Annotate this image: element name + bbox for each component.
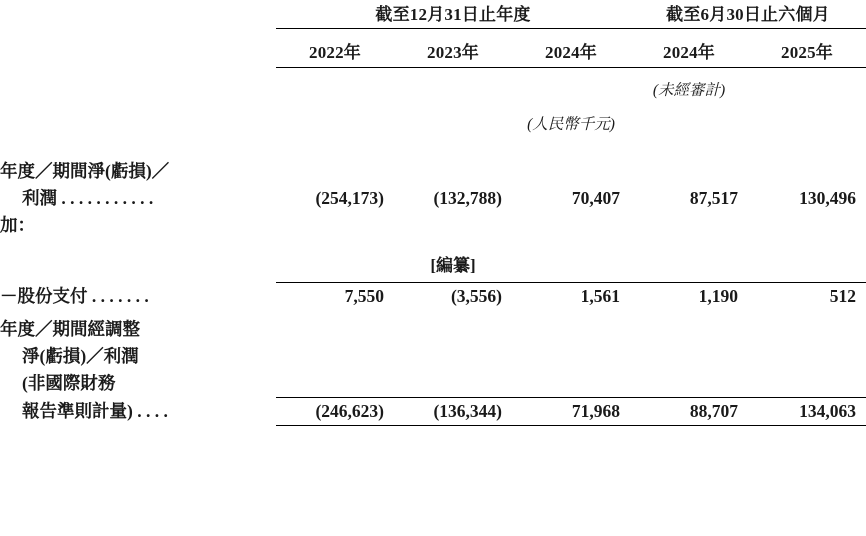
header-empty-cell (0, 0, 276, 29)
note-empty-2025 (748, 67, 866, 102)
header-year-2024: 2024年 (512, 38, 630, 68)
row-adjusted-value-2024i: 88,707 (630, 397, 748, 425)
total-underline-2022 (276, 426, 394, 430)
row-add-blank-2022 (276, 212, 394, 239)
row-net-loss-value-2024i: 87,517 (689, 187, 738, 208)
table-total-underline-row (0, 426, 866, 430)
row-add-blank-2024i (630, 212, 748, 239)
header-note-row (0, 67, 866, 102)
currency-unit-note: (人民幣千元) (527, 115, 615, 133)
row-adjusted-blank2-2022 (276, 343, 394, 370)
table-row (0, 212, 866, 239)
header-year-2023: 2023年 (394, 38, 512, 68)
header-year-2022: 2022年 (276, 38, 394, 68)
total-underline-label (0, 426, 276, 430)
row-adjusted-value-2025i: 134,063 (748, 397, 866, 425)
row-net-loss-label-line2: 利潤 . . . . . . . . . . . (22, 187, 154, 208)
header-empty-cell-2 (0, 38, 276, 68)
table-row (0, 185, 866, 212)
header-group-interim: 截至6月30日止六個月 (630, 0, 866, 29)
unit-empty-cell (0, 102, 276, 136)
row-adjusted-value-2022: (246,623) (276, 397, 394, 425)
row-net-loss-blank-2023 (394, 158, 512, 185)
row-add-blank-2025i (748, 212, 866, 239)
row-adjusted-blank2-2024i (630, 343, 748, 370)
row-adjusted-blank3-2022 (276, 370, 394, 397)
section-gap-cell (0, 136, 866, 158)
note-empty-2022 (276, 67, 394, 102)
note-empty-2024 (512, 67, 630, 102)
row-net-loss-blank-2022 (276, 158, 394, 185)
section-gap-row (0, 136, 866, 158)
row-adjusted-value-2023: (136,344) (394, 397, 512, 425)
table-row (0, 397, 866, 425)
row-add-label: 加： (0, 214, 35, 235)
gap-row (0, 239, 866, 251)
row-adjusted-blank2-2025i (748, 343, 866, 370)
row-share-payment-value-2025i: 512 (748, 282, 866, 310)
compiled-empty-2024i (630, 251, 748, 276)
row-adjusted-blank2-2023 (394, 343, 512, 370)
row-adjusted-blank3-2025i (748, 370, 866, 397)
row-share-payment-value-2022: 7,550 (276, 282, 394, 310)
row-net-loss-value-2022: (254,173) (315, 187, 384, 208)
row-share-payment-value-2024i: 1,190 (630, 282, 748, 310)
unit-empty-2023 (394, 102, 512, 136)
row-adjusted-blank3-2024 (512, 370, 630, 397)
total-underline-2025i (748, 426, 866, 430)
row-adjusted-blank1-2025i (748, 316, 866, 343)
compiled-empty-2024 (512, 251, 630, 276)
compiled-empty-2022 (276, 251, 394, 276)
row-adjusted-blank3-2024i (630, 370, 748, 397)
table-row (0, 316, 866, 343)
table-row (0, 370, 866, 397)
row-adjusted-blank1-2024i (630, 316, 748, 343)
note-empty-cell (0, 67, 276, 102)
row-adjusted-label-line4: 報告準則計量) . . . . (22, 401, 168, 422)
header-group-annual: 截至12月31日止年度 (276, 0, 630, 29)
compiled-note: [編纂] (430, 255, 476, 275)
row-net-loss-value-2023: (132,788) (433, 187, 502, 208)
row-adjusted-blank1-2024 (512, 316, 630, 343)
table-row (0, 158, 866, 185)
row-net-loss-blank-2024i (630, 158, 748, 185)
unit-note-row (0, 102, 866, 136)
note-empty-2023 (394, 67, 512, 102)
header-year-2025-interim: 2025年 (748, 38, 866, 68)
row-adjusted-label-line2: 淨(虧損)／利潤 (22, 346, 139, 367)
row-share-payment-label: －股份支付 . . . . . . . (0, 285, 149, 306)
row-adjusted-blank1-2023 (394, 316, 512, 343)
row-net-loss-blank-2024 (512, 158, 630, 185)
row-net-loss-value-2025i: 130,496 (799, 187, 857, 208)
header-year-2024-interim: 2024年 (630, 38, 748, 68)
row-adjusted-blank2-2024 (512, 343, 630, 370)
row-adjusted-blank3-2023 (394, 370, 512, 397)
row-add-blank-2024 (512, 212, 630, 239)
row-add-blank-2023 (394, 212, 512, 239)
compiled-empty-2025i (748, 251, 866, 276)
unit-empty-2025i (748, 102, 866, 136)
header-spacer-row (0, 29, 866, 38)
compiled-note-row (0, 251, 866, 276)
total-underline-2023 (394, 426, 512, 430)
total-underline-2024 (512, 426, 630, 430)
unit-empty-2022 (276, 102, 394, 136)
row-share-payment-value-2023: (3,556) (394, 282, 512, 310)
table-header-year-row (0, 38, 866, 68)
row-adjusted-blank1-2022 (276, 316, 394, 343)
row-adjusted-value-2024: 71,968 (512, 397, 630, 425)
row-net-loss-label-line1: 年度／期間淨(虧損)／ (0, 160, 170, 181)
total-underline-2024i (630, 426, 748, 430)
header-spacer-cell (0, 29, 866, 38)
compiled-empty-label (0, 251, 276, 276)
row-net-loss-blank-2025i (748, 158, 866, 185)
table-header-group-row (0, 0, 866, 29)
unit-empty-2024i (630, 102, 748, 136)
row-adjusted-label-line1: 年度／期間經調整 (0, 319, 140, 339)
table-row (0, 282, 866, 310)
unaudited-note: (未經審計) (652, 81, 726, 99)
gap-cell (0, 239, 866, 251)
row-net-loss-value-2024: 70,407 (571, 187, 620, 208)
row-adjusted-label-line3: (非國際財務 (22, 373, 116, 394)
row-share-payment-value-2024: 1,561 (512, 282, 630, 310)
table-row (0, 343, 866, 370)
